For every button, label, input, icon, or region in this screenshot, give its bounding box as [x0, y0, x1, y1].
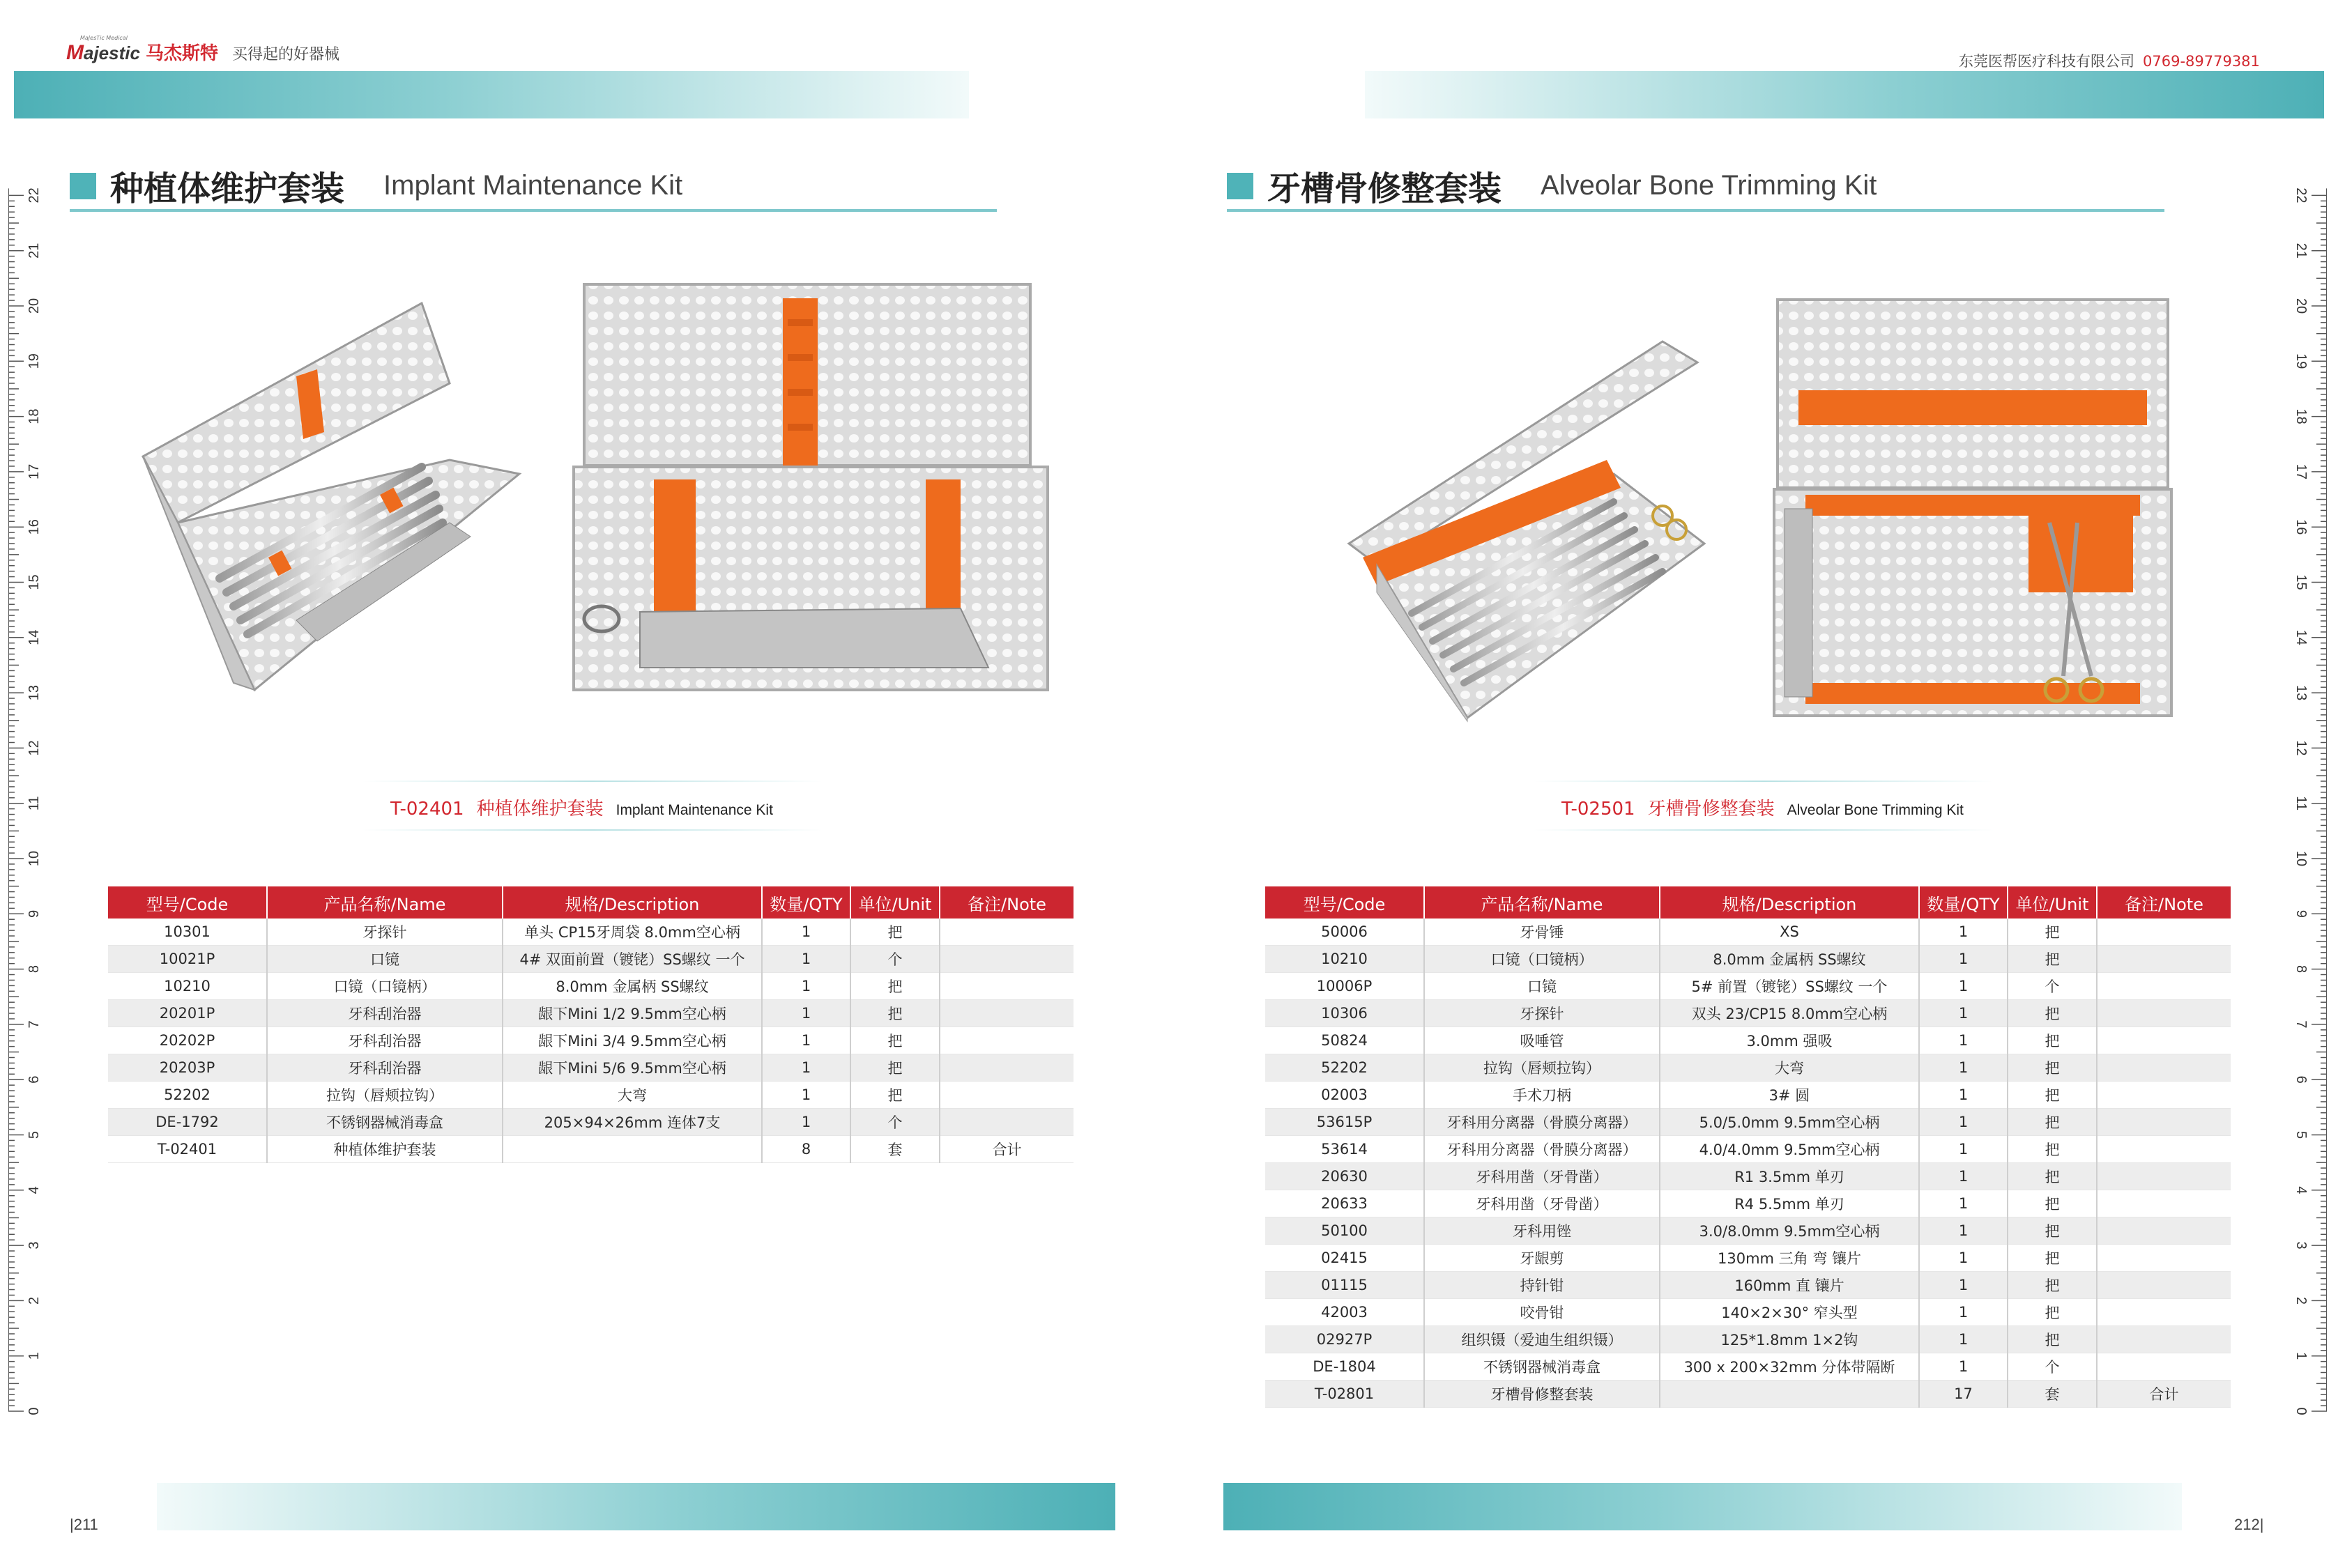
ruler-label: 15: [2293, 574, 2309, 590]
ruler-label: 12: [26, 740, 42, 756]
table-cell: 160mm 直 镶片: [1660, 1272, 1919, 1299]
table-cell: 个: [850, 1109, 940, 1136]
left-caption-name-cn: 种植体维护套装: [476, 799, 604, 820]
table-cell: 把: [2008, 1245, 2097, 1272]
table-cell: 把: [2008, 1272, 2097, 1299]
table-cell: 53615P: [1265, 1109, 1424, 1136]
table-cell: 52202: [108, 1082, 267, 1109]
table-cell: 5# 前置（镀铑）SS螺纹 一个: [1660, 973, 1919, 1000]
left-page-number: |211: [70, 1516, 98, 1533]
ruler-label: 3: [2293, 1241, 2309, 1250]
bone-kit-photo-open: [1335, 335, 1711, 725]
table-cell: [2097, 1326, 2231, 1353]
table-cell: 140×2×30° 窄头型: [1660, 1299, 1919, 1326]
table-cell: 口镜: [1424, 973, 1660, 1000]
right-caption-name-en: Alveolar Bone Trimming Kit: [1787, 802, 1964, 818]
table-cell: 1: [1919, 1272, 2008, 1299]
ruler-label: 19: [2293, 353, 2309, 369]
table-cell: R1 3.5mm 单刃: [1660, 1163, 1919, 1190]
table-row: [108, 1027, 1074, 1054]
header-band-right: [1365, 71, 2324, 118]
table-cell: 牙探针: [267, 918, 503, 946]
table-header-cell: 规格/Description: [503, 886, 762, 918]
table-cell: 口镜（口镜柄）: [1424, 946, 1660, 973]
ruler-left: [8, 178, 52, 1425]
table-cell: 把: [2008, 1027, 2097, 1054]
table-cell: 1: [762, 973, 850, 1000]
table-cell: 牙探针: [1424, 1000, 1660, 1027]
table-cell: 130mm 三角 弯 镶片: [1660, 1245, 1919, 1272]
ruler-label: 10: [2293, 850, 2309, 867]
table-cell: 1: [1919, 1299, 2008, 1326]
left-title-cn: 种植体维护套装: [110, 169, 345, 208]
ruler-label: 1: [2293, 1352, 2309, 1360]
table-cell: 10006P: [1265, 973, 1424, 1000]
table-cell: 把: [2008, 1190, 2097, 1217]
ruler-label: 22: [26, 187, 42, 203]
table-cell: [2097, 1054, 2231, 1082]
table-row: [108, 946, 1074, 973]
table-cell: [2097, 1000, 2231, 1027]
table-cell: 1: [762, 918, 850, 946]
table-cell: 牙龈剪: [1424, 1245, 1660, 1272]
table-cell: 个: [2008, 973, 2097, 1000]
table-cell: [940, 1082, 1074, 1109]
company-phone: 0769-89779381: [2143, 53, 2260, 70]
table-cell: 53614: [1265, 1136, 1424, 1163]
left-section-heading: [70, 162, 682, 210]
table-cell: [940, 1109, 1074, 1136]
ruler-label: 22: [2293, 187, 2309, 203]
header-band-left: [14, 71, 969, 118]
ruler-label: 9: [26, 909, 42, 918]
table-cell: 合计: [2097, 1381, 2231, 1408]
table-cell: 3.0mm 强吸: [1660, 1027, 1919, 1054]
right-caption-line-top: [1534, 781, 1994, 782]
table-cell: 8: [762, 1136, 850, 1163]
table-cell: 1: [1919, 918, 2008, 946]
right-page-number: 212|: [2234, 1516, 2264, 1533]
table-cell: 1: [1919, 973, 2008, 1000]
table-cell: 套: [850, 1136, 940, 1163]
table-row: [108, 1000, 1074, 1027]
table-cell: 1: [1919, 1109, 2008, 1136]
table-cell: 3.0/8.0mm 9.5mm空心柄: [1660, 1217, 1919, 1245]
table-cell: [940, 1000, 1074, 1027]
ruler-label: 8: [2293, 965, 2309, 974]
table-cell: 20202P: [108, 1027, 267, 1054]
table-cell: 1: [1919, 946, 2008, 973]
ruler-label: 21: [26, 243, 42, 259]
table-header-cell: 规格/Description: [1660, 886, 1919, 918]
ruler-label: 0: [26, 1407, 42, 1415]
table-row: [1265, 1190, 2231, 1217]
table-cell: 吸唾管: [1424, 1027, 1660, 1054]
left-page-number-value: 211: [73, 1516, 98, 1533]
table-cell: 125*1.8mm 1×2钩: [1660, 1326, 1919, 1353]
table-row: [1265, 1381, 2231, 1408]
table-cell: 牙科用锉: [1424, 1217, 1660, 1245]
left-caption-name-en: Implant Maintenance Kit: [616, 802, 773, 818]
table-cell: 8.0mm 金属柄 SS螺纹: [503, 973, 762, 1000]
table-cell: T-02401: [108, 1136, 267, 1163]
table-cell: 把: [2008, 1163, 2097, 1190]
table-cell: 把: [2008, 1217, 2097, 1245]
table-row: [1265, 973, 2231, 1000]
table-row: [1265, 1326, 2231, 1353]
table-cell: 02415: [1265, 1245, 1424, 1272]
table-cell: 口镜（口镜柄）: [267, 973, 503, 1000]
right-spec-table: [1265, 886, 2231, 1408]
table-header-cell: 型号/Code: [1265, 886, 1424, 918]
table-cell: DE-1792: [108, 1109, 267, 1136]
table-cell: 1: [762, 1054, 850, 1082]
table-cell: 龈下Mini 1/2 9.5mm空心柄: [503, 1000, 762, 1027]
brand-logo-name: ajestic: [84, 43, 140, 63]
table-cell: 1: [1919, 1027, 2008, 1054]
table-cell: 咬骨钳: [1424, 1299, 1660, 1326]
table-row: [1265, 1299, 2231, 1326]
table-cell: 单头 CP15牙周袋 8.0mm空心柄: [503, 918, 762, 946]
table-cell: [2097, 1163, 2231, 1190]
brand-logo-m: M: [66, 41, 84, 64]
table-cell: 个: [850, 946, 940, 973]
table-cell: [2097, 946, 2231, 973]
footer-band-left: [157, 1483, 1115, 1530]
table-cell: R4 5.5mm 单刃: [1660, 1190, 1919, 1217]
table-header-cell: 型号/Code: [108, 886, 267, 918]
table-row: [1265, 1109, 2231, 1136]
ruler-label: 11: [26, 796, 42, 811]
ruler-label: 20: [26, 298, 42, 314]
ruler-label: 6: [26, 1075, 42, 1084]
ruler-label: 14: [26, 629, 42, 645]
ruler-label: 5: [26, 1130, 42, 1139]
table-cell: 42003: [1265, 1299, 1424, 1326]
table-cell: 龈下Mini 5/6 9.5mm空心柄: [503, 1054, 762, 1082]
ruler-label: 18: [2293, 408, 2309, 424]
table-cell: 把: [2008, 918, 2097, 946]
table-cell: 4.0/4.0mm 9.5mm空心柄: [1660, 1136, 1919, 1163]
ruler-label: 1: [26, 1352, 42, 1360]
ruler-label: 11: [2293, 796, 2309, 811]
table-cell: 1: [762, 946, 850, 973]
ruler-label: 4: [2293, 1186, 2309, 1194]
table-cell: [2097, 1082, 2231, 1109]
table-row: [108, 918, 1074, 946]
table-cell: 02927P: [1265, 1326, 1424, 1353]
table-cell: [503, 1136, 762, 1163]
brand-slogan: 买得起的好器械: [231, 46, 339, 63]
ruler-label: 5: [2293, 1130, 2309, 1139]
table-cell: 1: [1919, 1190, 2008, 1217]
table-cell: 双头 23/CP15 8.0mm空心柄: [1660, 1000, 1919, 1027]
table-cell: 把: [850, 1054, 940, 1082]
ruler-label: 16: [26, 519, 42, 535]
table-cell: [940, 1054, 1074, 1082]
table-cell: [940, 918, 1074, 946]
ruler-right: [2284, 178, 2327, 1425]
right-caption-name-cn: 牙槽骨修整套装: [1647, 799, 1775, 820]
table-cell: [2097, 1136, 2231, 1163]
ruler-label: 9: [2293, 909, 2309, 918]
table-cell: T-02801: [1265, 1381, 1424, 1408]
table-header-cell: 单位/Unit: [2008, 886, 2097, 918]
table-cell: [2097, 1217, 2231, 1245]
table-cell: 把: [850, 1082, 940, 1109]
heading-square-icon: [1227, 173, 1253, 199]
right-section-heading: [1227, 162, 1877, 210]
ruler-label: 2: [26, 1296, 42, 1305]
table-cell: 10210: [108, 973, 267, 1000]
table-header-cell: 产品名称/Name: [1424, 886, 1660, 918]
ruler-label: 7: [2293, 1020, 2309, 1029]
company-info: [1959, 50, 2260, 71]
table-cell: 50006: [1265, 918, 1424, 946]
table-header-cell: 单位/Unit: [850, 886, 940, 918]
table-row: [1265, 1027, 2231, 1054]
table-cell: 3# 圆: [1660, 1082, 1919, 1109]
table-cell: 把: [2008, 1299, 2097, 1326]
table-cell: 把: [2008, 1136, 2097, 1163]
left-caption-code: T-02401: [390, 799, 464, 820]
table-cell: 52202: [1265, 1054, 1424, 1082]
ruler-label: 13: [26, 684, 42, 701]
table-cell: 持针钳: [1424, 1272, 1660, 1299]
table-header-cell: 备注/Note: [2097, 886, 2231, 918]
table-cell: 牙科刮治器: [267, 1054, 503, 1082]
table-cell: [2097, 1299, 2231, 1326]
left-caption-line-bottom: [362, 829, 823, 831]
table-cell: 把: [2008, 1054, 2097, 1082]
table-cell: 不锈钢器械消毒盒: [267, 1109, 503, 1136]
table-cell: 205×94×26mm 连体7支: [503, 1109, 762, 1136]
ruler-label: 15: [26, 574, 42, 590]
table-cell: 把: [2008, 1326, 2097, 1353]
right-title-underline: [1227, 209, 2164, 212]
right-caption: [1561, 794, 1964, 820]
table-cell: 4# 双面前置（镀铑）SS螺纹 一个: [503, 946, 762, 973]
heading-square-icon: [70, 173, 96, 199]
table-cell: 把: [850, 1000, 940, 1027]
table-row: [1265, 1245, 2231, 1272]
table-cell: [2097, 1272, 2231, 1299]
table-cell: 50100: [1265, 1217, 1424, 1245]
table-row: [1265, 946, 2231, 973]
table-cell: 合计: [940, 1136, 1074, 1163]
brand-logo-cn: 马杰斯特: [145, 43, 218, 64]
ruler-label: 0: [2293, 1407, 2309, 1415]
table-cell: [1660, 1381, 1919, 1408]
table-cell: 20203P: [108, 1054, 267, 1082]
table-row: [1265, 918, 2231, 946]
table-cell: 20201P: [108, 1000, 267, 1027]
table-cell: 种植体维护套装: [267, 1136, 503, 1163]
table-row: [1265, 1217, 2231, 1245]
ruler-label: 6: [2293, 1075, 2309, 1084]
ruler-label: 14: [2293, 629, 2309, 645]
ruler-label: 16: [2293, 519, 2309, 535]
table-cell: 01115: [1265, 1272, 1424, 1299]
table-cell: [940, 946, 1074, 973]
table-row: [1265, 1272, 2231, 1299]
table-cell: 牙科用分离器（骨膜分离器）: [1424, 1109, 1660, 1136]
table-cell: 牙科用凿（牙骨凿）: [1424, 1190, 1660, 1217]
left-caption-line-top: [362, 781, 823, 782]
table-row: [108, 973, 1074, 1000]
ruler-label: 20: [2293, 298, 2309, 314]
table-cell: [2097, 1027, 2231, 1054]
table-cell: 牙槽骨修整套装: [1424, 1381, 1660, 1408]
table-row: [108, 1136, 1074, 1163]
table-row: [1265, 1353, 2231, 1381]
table-cell: 8.0mm 金属柄 SS螺纹: [1660, 946, 1919, 973]
table-cell: 1: [1919, 1054, 2008, 1082]
table-cell: 牙科用凿（牙骨凿）: [1424, 1163, 1660, 1190]
table-cell: 把: [850, 918, 940, 946]
right-caption-line-bottom: [1534, 829, 1994, 831]
table-cell: 大弯: [503, 1082, 762, 1109]
table-cell: 手术刀柄: [1424, 1082, 1660, 1109]
ruler-label: 2: [2293, 1296, 2309, 1305]
table-cell: 1: [1919, 1163, 2008, 1190]
left-spec-table: [108, 886, 1074, 1163]
table-cell: 1: [1919, 1082, 2008, 1109]
ruler-label: 4: [26, 1186, 42, 1194]
table-cell: 5.0/5.0mm 9.5mm空心柄: [1660, 1109, 1919, 1136]
table-cell: 17: [1919, 1381, 2008, 1408]
ruler-label: 17: [26, 463, 42, 480]
brand-tag: MaJesTic Medical: [80, 35, 128, 41]
table-cell: 龈下Mini 3/4 9.5mm空心柄: [503, 1027, 762, 1054]
table-cell: 1: [1919, 1136, 2008, 1163]
table-row: [108, 1082, 1074, 1109]
table-cell: 把: [2008, 1000, 2097, 1027]
ruler-label: 19: [26, 353, 42, 369]
company-name: 东莞医帮医疗科技有限公司: [1959, 53, 2134, 70]
table-cell: 1: [762, 1027, 850, 1054]
table-cell: 牙科刮治器: [267, 1027, 503, 1054]
table-cell: 1: [1919, 1326, 2008, 1353]
table-cell: 10021P: [108, 946, 267, 973]
bone-kit-photo-top: [1771, 293, 2175, 725]
table-cell: 20630: [1265, 1163, 1424, 1190]
table-cell: 组织镊（爱迪生组织镊）: [1424, 1326, 1660, 1353]
table-cell: 把: [2008, 946, 2097, 973]
table-header-cell: 产品名称/Name: [267, 886, 503, 918]
table-cell: 把: [850, 973, 940, 1000]
table-cell: DE-1804: [1265, 1353, 1424, 1381]
implant-kit-photo-open: [129, 293, 533, 697]
ruler-label: 7: [26, 1020, 42, 1029]
table-cell: 套: [2008, 1381, 2097, 1408]
right-caption-code: T-02501: [1561, 799, 1635, 820]
table-header-cell: 备注/Note: [940, 886, 1074, 918]
table-cell: 1: [1919, 1217, 2008, 1245]
table-row: [108, 1054, 1074, 1082]
table-cell: 把: [2008, 1082, 2097, 1109]
table-cell: [2097, 1245, 2231, 1272]
table-cell: [2097, 918, 2231, 946]
right-title-cn: 牙槽骨修整套装: [1267, 169, 1502, 208]
table-cell: 大弯: [1660, 1054, 1919, 1082]
ruler-label: 12: [2293, 740, 2309, 756]
left-table-header-row: [108, 886, 1074, 918]
ruler-label: 13: [2293, 684, 2309, 701]
table-cell: 不锈钢器械消毒盒: [1424, 1353, 1660, 1381]
table-cell: [2097, 973, 2231, 1000]
right-page-number-value: 212: [2234, 1516, 2260, 1533]
table-cell: 10301: [108, 918, 267, 946]
table-cell: 50824: [1265, 1027, 1424, 1054]
table-cell: 1: [762, 1082, 850, 1109]
ruler-label: 10: [26, 850, 42, 867]
table-cell: 牙骨锤: [1424, 918, 1660, 946]
table-cell: 1: [762, 1000, 850, 1027]
table-cell: 02003: [1265, 1082, 1424, 1109]
table-row: [1265, 1136, 2231, 1163]
table-header-cell: 数量/QTY: [1919, 886, 2008, 918]
table-cell: 牙科刮治器: [267, 1000, 503, 1027]
table-cell: 牙科用分离器（骨膜分离器）: [1424, 1136, 1660, 1163]
table-cell: 口镜: [267, 946, 503, 973]
table-cell: [940, 973, 1074, 1000]
table-cell: 10306: [1265, 1000, 1424, 1027]
table-row: [1265, 1163, 2231, 1190]
table-cell: 1: [1919, 1353, 2008, 1381]
table-cell: 10210: [1265, 946, 1424, 973]
implant-kit-photo-top: [570, 277, 1051, 695]
table-cell: 300 x 200×32mm 分体带隔断: [1660, 1353, 1919, 1381]
brand-logo: [66, 39, 339, 65]
ruler-label: 18: [26, 408, 42, 424]
table-cell: 1: [1919, 1000, 2008, 1027]
table-cell: [2097, 1109, 2231, 1136]
left-caption: [390, 794, 773, 820]
right-table-header-row: [1265, 886, 2231, 918]
table-row: [108, 1109, 1074, 1136]
right-title-en: Alveolar Bone Trimming Kit: [1541, 170, 1877, 201]
table-cell: 拉钩（唇颊拉钩）: [267, 1082, 503, 1109]
table-cell: XS: [1660, 918, 1919, 946]
table-row: [1265, 1000, 2231, 1027]
table-cell: 1: [762, 1109, 850, 1136]
left-title-en: Implant Maintenance Kit: [383, 170, 683, 201]
table-cell: [940, 1027, 1074, 1054]
ruler-label: 21: [2293, 243, 2309, 259]
table-cell: 20633: [1265, 1190, 1424, 1217]
table-row: [1265, 1054, 2231, 1082]
table-cell: 1: [1919, 1245, 2008, 1272]
table-cell: 把: [850, 1027, 940, 1054]
table-cell: 把: [2008, 1109, 2097, 1136]
table-cell: 拉钩（唇颊拉钩）: [1424, 1054, 1660, 1082]
ruler-label: 3: [26, 1241, 42, 1250]
table-header-cell: 数量/QTY: [762, 886, 850, 918]
table-cell: [2097, 1353, 2231, 1381]
footer-band-right: [1223, 1483, 2182, 1530]
table-row: [1265, 1082, 2231, 1109]
table-cell: [2097, 1190, 2231, 1217]
ruler-label: 8: [26, 965, 42, 974]
ruler-label: 17: [2293, 463, 2309, 480]
table-cell: 个: [2008, 1353, 2097, 1381]
left-title-underline: [70, 209, 997, 212]
